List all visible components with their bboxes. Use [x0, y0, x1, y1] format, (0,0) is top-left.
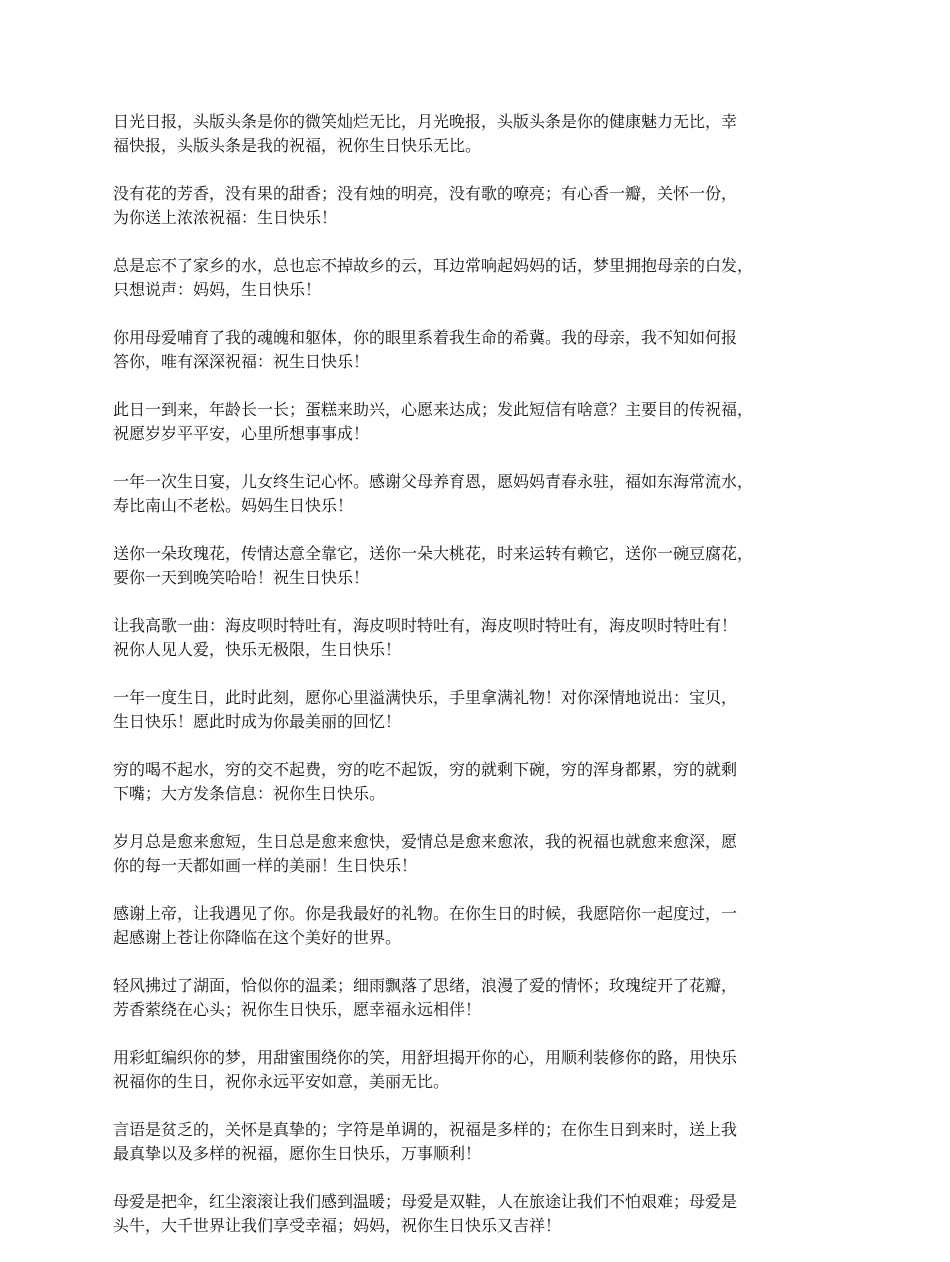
paragraph: [113, 1190, 843, 1238]
paragraph-line: 穷的喝不起水，穷的交不起费，穷的吃不起饭，穷的就剩下碗，穷的浑身都累，穷的就剩: [113, 760, 738, 779]
paragraph-line: 一年一次生日宴，儿女终生记心怀。感谢父母养育恩，愿妈妈青春永驻，福如东海常流水，: [113, 472, 754, 491]
paragraph-line: 下嘴；大方发条信息：祝你生日快乐。: [113, 784, 386, 803]
paragraph: [113, 254, 843, 302]
paragraph-line: 岁月总是愈来愈短，生日总是愈来愈快，爱情总是愈来愈浓，我的祝福也就愈来愈深，愿: [113, 832, 738, 851]
paragraph: [113, 398, 843, 446]
paragraph-line: 最真挚以及多样的祝福，愿你生日快乐，万事顺利！: [113, 1144, 482, 1163]
paragraph-line: 轻风拂过了湖面，恰似你的温柔；细雨飘落了思绪，浪漫了爱的情怀；玫瑰绽开了花瓣，: [113, 976, 738, 995]
paragraph-line: 你用母爱哺育了我的魂魄和躯体，你的眼里系着我生命的希冀。我的母亲，我不知如何报: [113, 328, 738, 347]
paragraph: [113, 830, 843, 878]
paragraph: [113, 110, 843, 158]
paragraph-line: 要你一天到晚笑哈哈！祝生日快乐！: [113, 568, 370, 587]
paragraph: [113, 1046, 843, 1094]
paragraph-line: 只想说声：妈妈，生日快乐！: [113, 280, 322, 299]
paragraph-line: 日光日报，头版头条是你的微笑灿烂无比，月光晚报，头版头条是你的健康魅力无比，幸: [113, 112, 738, 131]
paragraph-line: 祝福你的生日，祝你永远平安如意，美丽无比。: [113, 1072, 450, 1091]
paragraph-line: 寿比南山不老松。妈妈生日快乐！: [113, 496, 354, 515]
paragraph-line: 你的每一天都如画一样的美丽！生日快乐！: [113, 856, 418, 875]
paragraph-line: 送你一朵玫瑰花，传情达意全靠它，送你一朵大桃花，时来运转有赖它，送你一碗豆腐花，: [113, 544, 754, 563]
paragraph-line: 芳香萦绕在心头；祝你生日快乐，愿幸福永远相伴！: [113, 1000, 482, 1019]
paragraph-line: 起感谢上苍让你降临在这个美好的世界。: [113, 928, 402, 947]
paragraph-line: 言语是贫乏的，关怀是真挚的；字符是单调的，祝福是多样的；在你生日到来时，送上我: [113, 1120, 738, 1139]
paragraph: [113, 686, 843, 734]
paragraph-line: 头牛，大千世界让我们享受幸福；妈妈，祝你生日快乐又吉祥！: [113, 1216, 562, 1235]
paragraph: [113, 974, 843, 1022]
paragraph-line: 祝你人见人爱，快乐无极限，生日快乐！: [113, 640, 402, 659]
paragraph-line: 答你，唯有深深祝福：祝生日快乐！: [113, 352, 370, 371]
paragraph-line: 总是忘不了家乡的水，总也忘不掉故乡的云，耳边常响起妈妈的话，梦里拥抱母亲的白发，: [113, 256, 754, 275]
paragraph-line: 用彩虹编织你的梦，用甜蜜围绕你的笑，用舒坦揭开你的心，用顺利装修你的路，用快乐: [113, 1048, 738, 1067]
paragraph: [113, 182, 843, 230]
paragraph-line: 为你送上浓浓祝福：生日快乐！: [113, 208, 338, 227]
document-page: [113, 110, 843, 1262]
paragraph: [113, 326, 843, 374]
paragraph: [113, 542, 843, 590]
paragraph-line: 没有花的芳香，没有果的甜香；没有烛的明亮，没有歌的嘹亮；有心香一瓣，关怀一份，: [113, 184, 738, 203]
paragraph: [113, 1118, 843, 1166]
paragraph-line: 生日快乐！愿此时成为你最美丽的回忆！: [113, 712, 402, 731]
paragraph: [113, 758, 843, 806]
paragraph-line: 感谢上帝，让我遇见了你。你是我最好的礼物。在你生日的时候，我愿陪你一起度过，一: [113, 904, 738, 923]
paragraph: [113, 470, 843, 518]
paragraph: [113, 614, 843, 662]
paragraph-line: 一年一度生日，此时此刻，愿你心里溢满快乐，手里拿满礼物！对你深情地说出：宝贝，: [113, 688, 738, 707]
paragraph: [113, 902, 843, 950]
paragraph-line: 母爱是把伞，红尘滚滚让我们感到温暖；母爱是双鞋，人在旅途让我们不怕艰难；母爱是: [113, 1192, 738, 1211]
paragraph-line: 祝愿岁岁平平安，心里所想事事成！: [113, 424, 370, 443]
paragraph-line: 让我高歌一曲：海皮呗时特吐有，海皮呗时特吐有，海皮呗时特吐有，海皮呗时特吐有！: [113, 616, 738, 635]
paragraph-line: 福快报，头版头条是我的祝福，祝你生日快乐无比。: [113, 136, 482, 155]
paragraph-line: 此日一到来，年龄长一长；蛋糕来助兴，心愿来达成；发此短信有啥意？主要目的传祝福，: [113, 400, 754, 419]
